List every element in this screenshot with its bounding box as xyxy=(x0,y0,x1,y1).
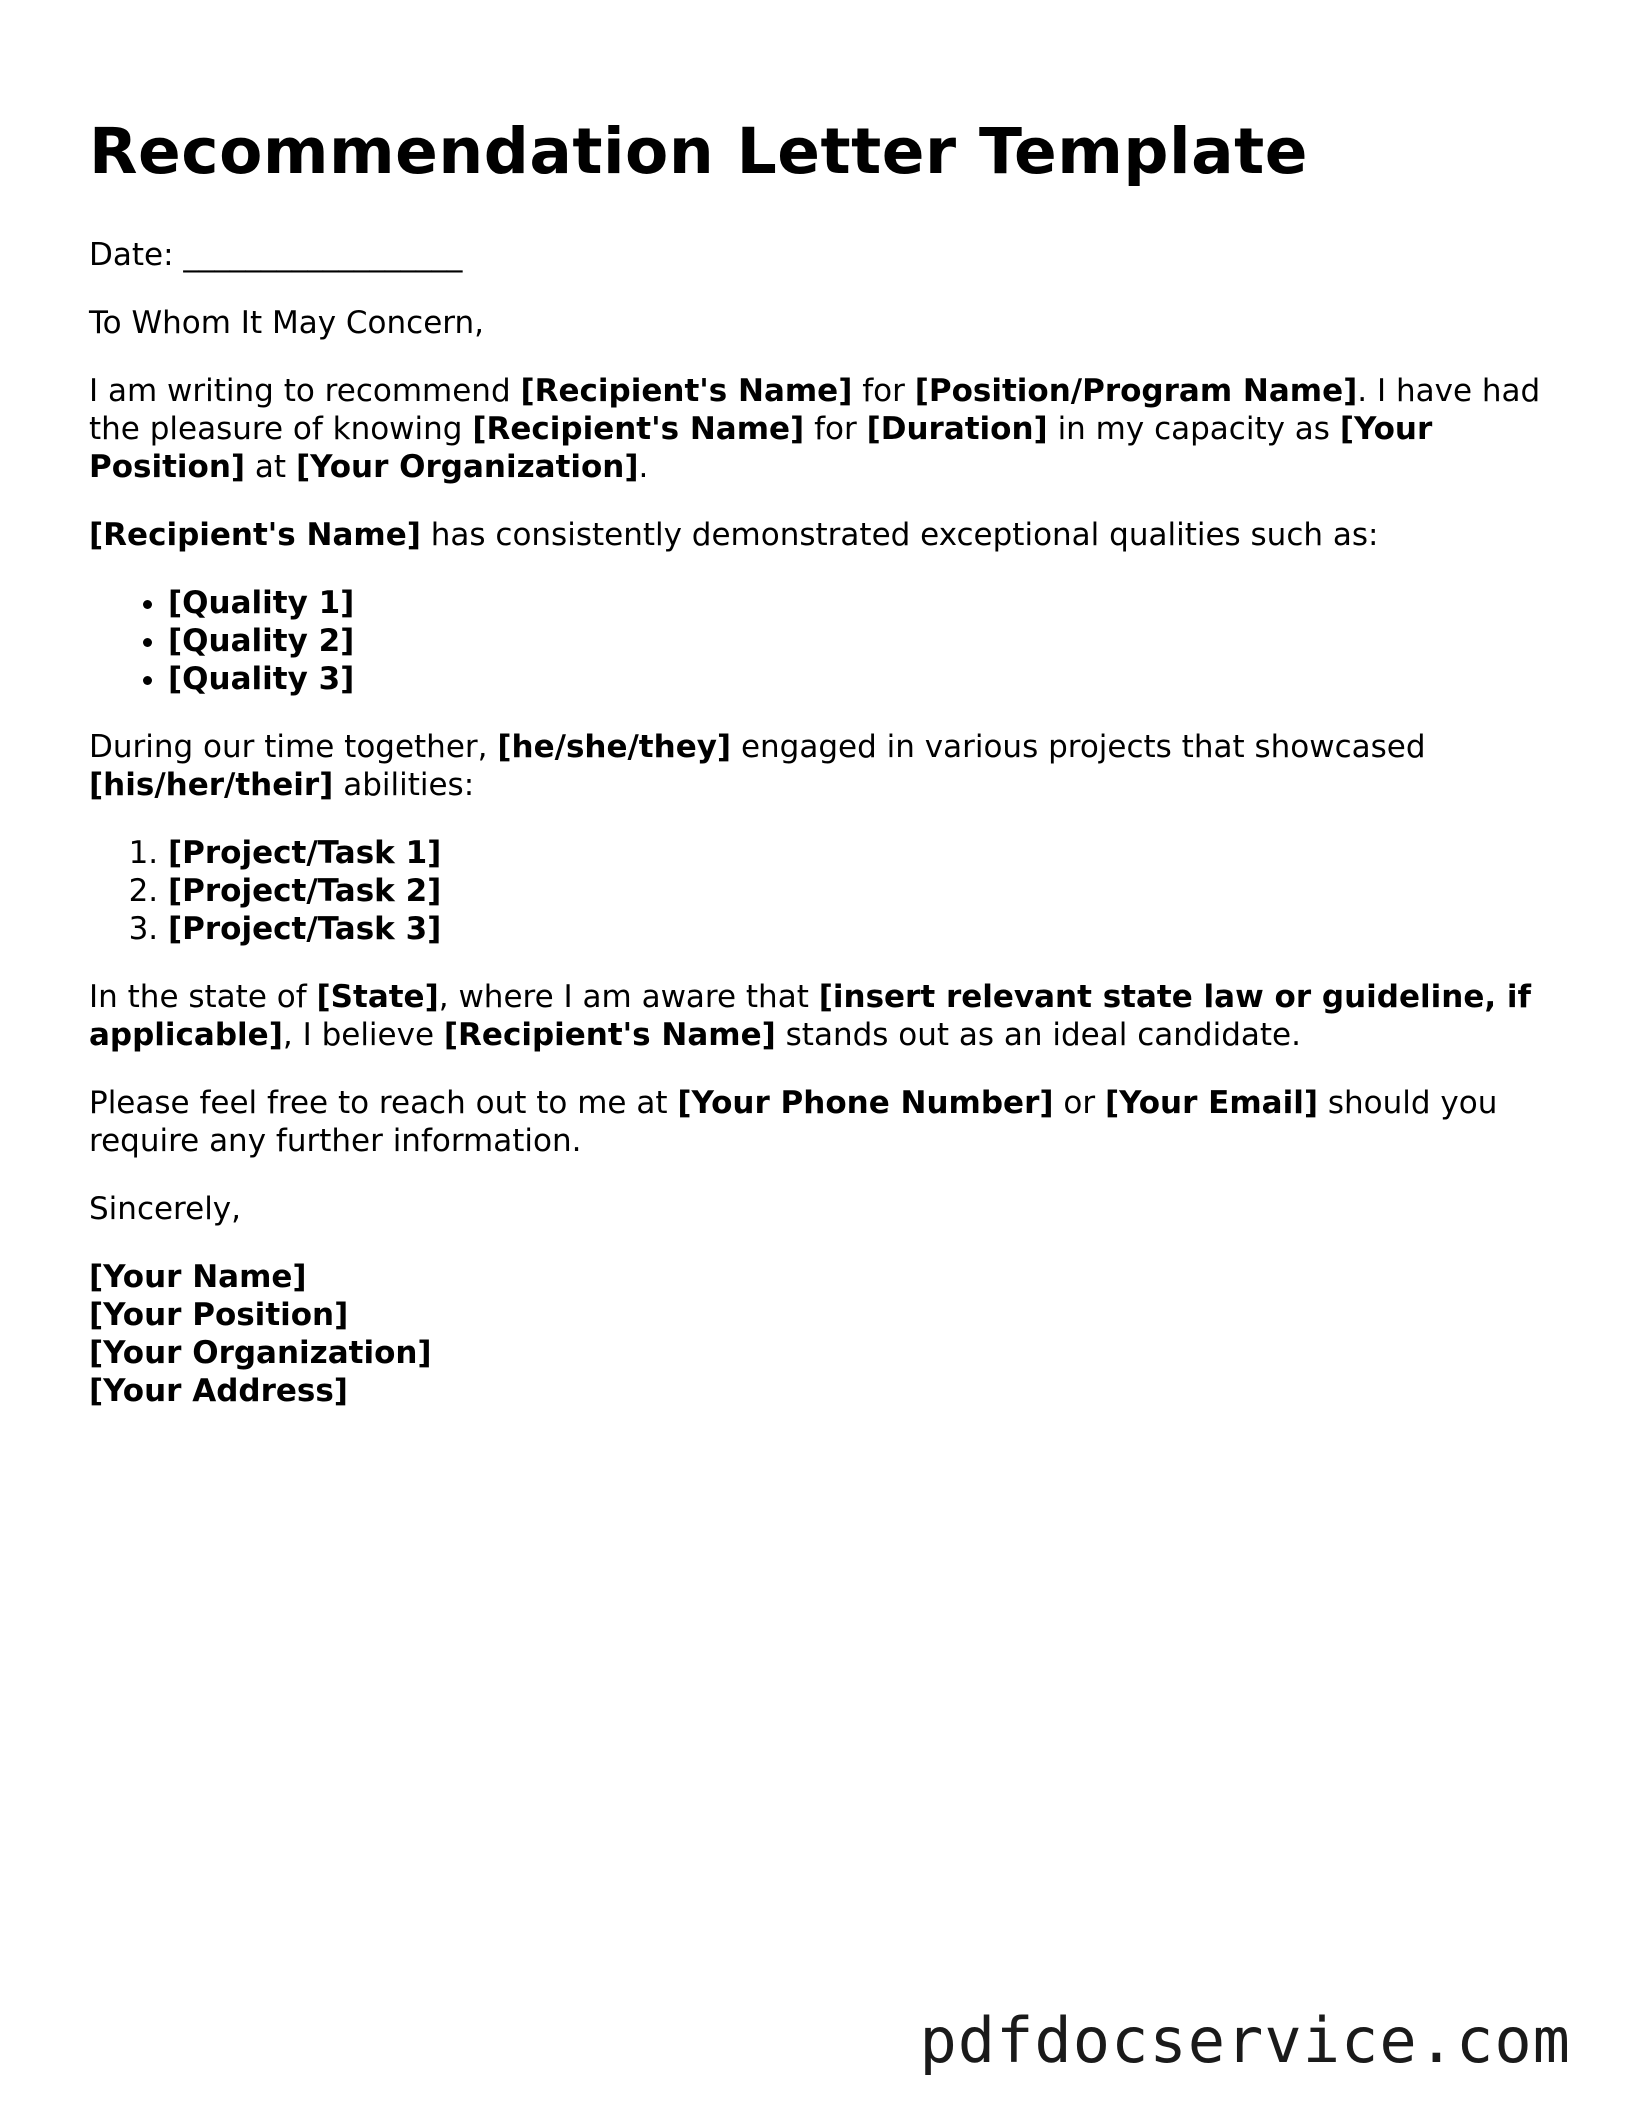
pronoun-placeholder: [he/she/they] xyxy=(497,729,732,765)
watermark: pdfdocservice.com xyxy=(919,2004,1571,2077)
list-item: • [Quality 1] xyxy=(168,584,1549,622)
email-placeholder: [Your Email] xyxy=(1104,1085,1318,1121)
projects-intro-text-3: abilities: xyxy=(333,767,475,803)
letter-document xyxy=(89,112,1549,1410)
closing: Sincerely, xyxy=(89,1191,242,1227)
possessive-pronoun-placeholder: [his/her/their] xyxy=(89,767,334,803)
state-text-3: , I believe xyxy=(282,1017,444,1053)
recipient-name-placeholder: [Recipient's Name] xyxy=(472,411,805,447)
qualities-list xyxy=(89,584,1549,698)
duration-placeholder: [Duration] xyxy=(866,411,1048,447)
intro-text-4: for xyxy=(804,411,867,447)
salutation: To Whom It May Concern, xyxy=(89,305,484,341)
signature-organization: [Your Organization] xyxy=(89,1335,432,1371)
state-text-2: , where I am aware that xyxy=(438,979,819,1015)
state-law-placeholder: [insert relevant state law or guideline, if applicable] xyxy=(89,979,1532,1053)
signature-address: [Your Address] xyxy=(89,1373,348,1409)
contact-text-3: should you require any further information. xyxy=(89,1085,1498,1159)
page-title: Recommendation Letter Template xyxy=(89,115,1308,188)
your-position-placeholder: [Your Position] xyxy=(89,411,1433,485)
recipient-name-placeholder: [Recipient's Name] xyxy=(89,517,421,553)
signature-position: [Your Position] xyxy=(89,1297,349,1333)
projects-intro-paragraph xyxy=(89,728,1549,804)
list-item: 3. [Project/Task 3] xyxy=(168,910,1549,948)
contact-text-2: or xyxy=(1053,1085,1105,1121)
phone-number-placeholder: [Your Phone Number] xyxy=(677,1085,1054,1121)
state-text-1: In the state of xyxy=(89,979,317,1015)
intro-text-6: at xyxy=(245,449,296,485)
intro-paragraph xyxy=(89,372,1549,486)
signature-block xyxy=(89,1258,1549,1410)
state-text-4: stands out as an ideal candidate. xyxy=(775,1017,1301,1053)
list-item: 2. [Project/Task 2] xyxy=(168,872,1549,910)
qualities-intro-paragraph xyxy=(89,516,1549,554)
list-item: 1. [Project/Task 1] xyxy=(168,834,1549,872)
state-paragraph xyxy=(89,978,1549,1054)
list-item: • [Quality 3] xyxy=(168,660,1549,698)
state-placeholder: [State] xyxy=(316,979,439,1015)
recipient-name-placeholder: [Recipient's Name] xyxy=(520,373,853,409)
signature-name: [Your Name] xyxy=(89,1259,307,1295)
intro-text-5: in my capacity as xyxy=(1047,411,1340,447)
contact-text-1: Please feel free to reach out to me at xyxy=(89,1085,678,1121)
position-program-placeholder: [Position/Program Name] xyxy=(914,373,1358,409)
projects-intro-text-2: engaged in various projects that showcased xyxy=(731,729,1426,765)
contact-paragraph xyxy=(89,1084,1549,1160)
projects-list xyxy=(89,834,1549,948)
projects-intro-text-1: During our time together, xyxy=(89,729,498,765)
date-line: Date: __________________ xyxy=(89,237,463,273)
intro-text-3: . I have had the pleasure of knowing xyxy=(89,373,1541,447)
intro-text-1: I am writing to recommend xyxy=(89,373,521,409)
recipient-name-placeholder: [Recipient's Name] xyxy=(443,1017,776,1053)
your-organization-placeholder: [Your Organization] xyxy=(295,449,639,485)
qualities-intro-text: has consistently demonstrated exceptional qualities such as: xyxy=(420,517,1379,553)
list-item: • [Quality 2] xyxy=(168,622,1549,660)
intro-text-7: . xyxy=(638,449,649,485)
intro-text-2: for xyxy=(852,373,915,409)
